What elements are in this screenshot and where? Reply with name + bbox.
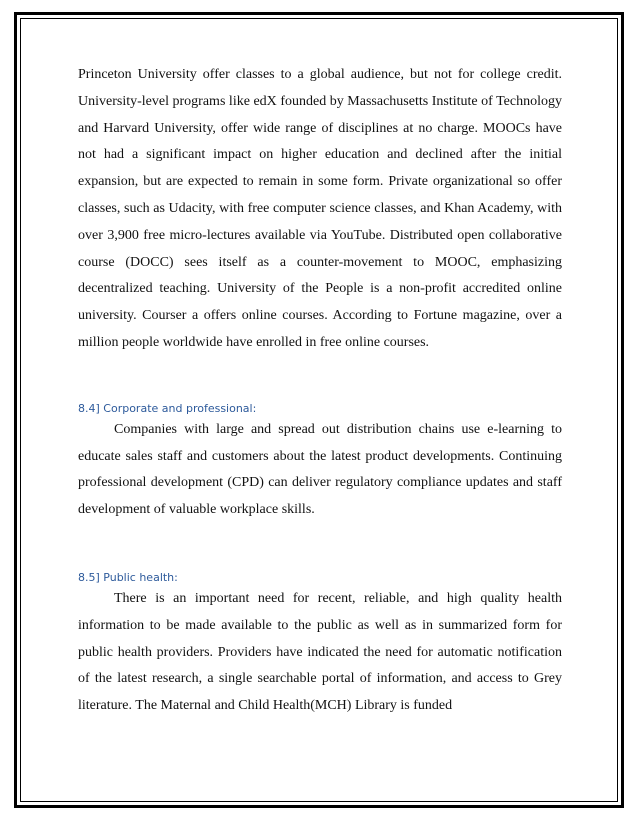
paragraph-moocs: Princeton University offer classes to a global audience, but not for college credit. University-level programs like edX founded by Massachusetts Institute of Technology and Harvard University, offer wide range of disciplines at no charge. MOOCs have not had a significant impact on higher education and declined after the initial expansion, but are expected to remain in some form. Private organizational so offer classes, such as Udacity, with free computer science classes, and Khan Academy, with over 3,900 free micro-lectures available via YouTube. Distributed open collaborative course (DOCC) sees itself as a counter-movement to MOOC, emphasizing decentralized teaching. University of the People is a non-profit accredited online university. Courser a offers online courses. According to Fortune magazine, over a million people worldwide have enrolled in free online courses. bbox=[78, 67, 562, 350]
heading-corporate-professional: 8.4] Corporate and professional: bbox=[78, 401, 257, 415]
heading-public-health: 8.5] Public health: bbox=[78, 570, 178, 584]
paragraph-corporate-professional: Companies with large and spread out distribution chains use e-learning to educate sales staff and customers about the latest product developments. Continuing professional development (CPD) can deliver regulatory compliance updates and staff development of valuable workplace skills. bbox=[78, 421, 562, 518]
spacer bbox=[78, 524, 562, 570]
document-body bbox=[78, 62, 562, 720]
paragraph-public-health: There is an important need for recent, reliable, and high quality health information to be made available to the public as well as in summarized form for public health providers. Providers have indicated the need for automatic notification of the latest research, a single searchable portal of information, and access to Grey literature. The Maternal and Child Health(MCH) Library is funded bbox=[78, 590, 562, 714]
spacer bbox=[78, 357, 562, 401]
